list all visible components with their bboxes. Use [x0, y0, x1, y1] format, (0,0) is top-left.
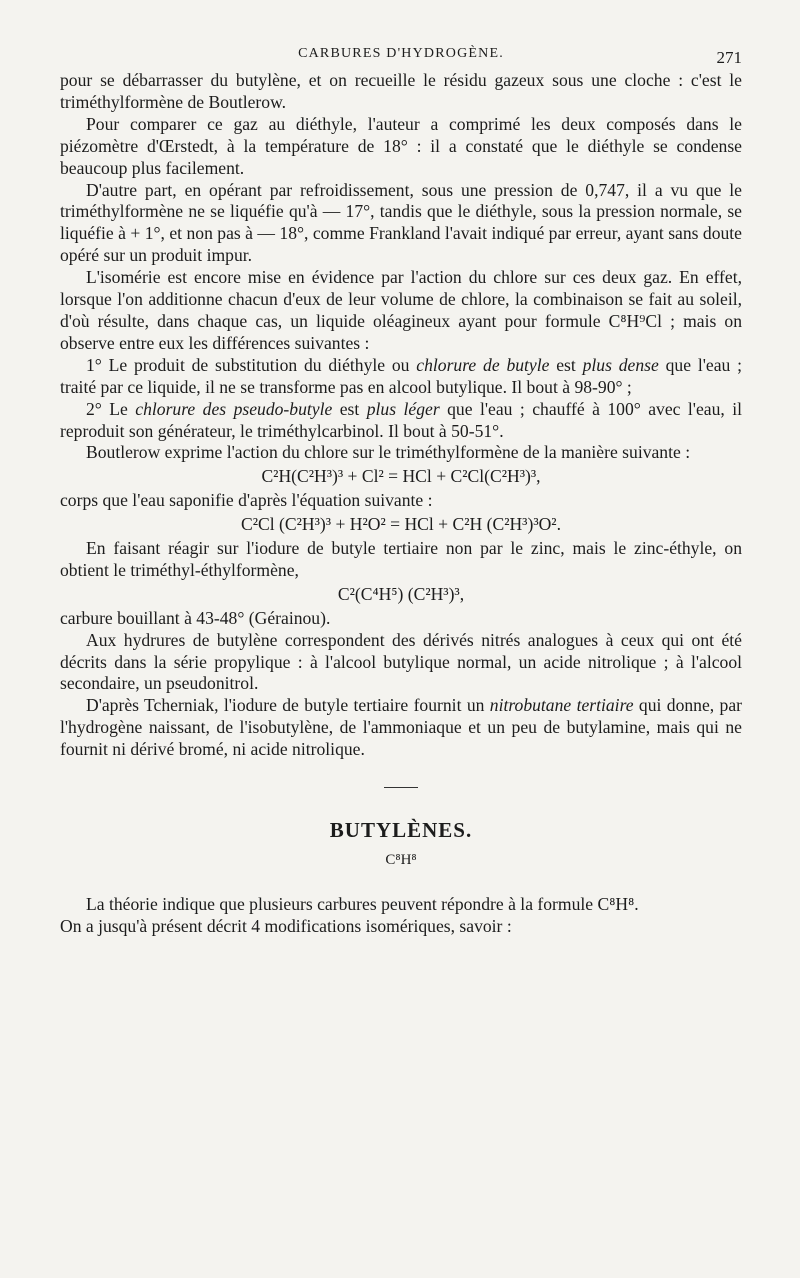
item-text: est — [549, 354, 583, 375]
paragraph: corps que l'eau saponifie d'après l'équation suivante : — [60, 490, 433, 511]
paragraph: La théorie indique que plusieurs carbures peuvent répondre à la formule C⁸H⁸. — [86, 893, 639, 914]
page-body — [60, 70, 742, 938]
paragraph: Pour comparer ce gaz au diéthyle, l'auteur a comprimé les deux composés dans le piézomètre d'Œrstedt, à la température de 18° : il a constaté que le diéthyle se condense beaucoup plus facilement. — [60, 113, 742, 178]
item-text: 2° Le — [86, 398, 136, 419]
paragraph: Boutlerow exprime l'action du chlore sur le triméthylformène de la manière suivante : — [86, 442, 691, 463]
formula: C²H(C²H³)³ + Cl² = HCl + C²Cl(C²H³)³, — [261, 466, 541, 487]
item-text: que l'eau ; chauffé à 100° avec l'eau, il reproduit son générateur, le triméthylcarbinol. Il bout à 50-51°. — [60, 398, 742, 441]
section-divider — [384, 787, 418, 788]
item-text: que l'eau ; traité par ce liquide, il ne se transforme pas en alcool butylique. Il bout à 98-90° ; — [60, 354, 743, 397]
paragraph: Aux hydrures de butylène correspondent des dérivés nitrés analogues à ceux qui ont été décrits dans la série propylique : à l'alcool butylique normal, un acide nitrolique ; à l'alcool secondaire, un pseudonitrol. — [60, 629, 742, 694]
paragraph-tcherniak — [60, 695, 742, 761]
item-emphasis: plus léger — [366, 398, 440, 419]
paragraph: En faisant réagir sur l'iodure de butyle tertiaire non par le zinc, mais le zinc-éthyle, on obtient le triméthyl-éthylformène, — [60, 538, 742, 580]
page-number: 271 — [716, 48, 742, 67]
item-emphasis: plus dense — [582, 354, 659, 375]
paragraph: L'isomérie est encore mise en évidence par l'action du chlore sur ces deux gaz. En effet, lorsque l'on additionne chacun d'eux de leur volume de chlore, la combinaison se fait au soleil, d'où résulte, dans chaque cas, un liquide oléagineux ayant pour formule C⁸H⁹Cl ; mais on observe entre eux les différences suivantes : — [60, 267, 742, 353]
section-formula: C⁸H⁸ — [385, 852, 417, 868]
formula: C²(C⁴H⁵) (C²H³)³, — [337, 583, 465, 604]
paragraph: pour se débarrasser du butylène, et on recueille le résidu gazeux sous une cloche : c'est le triméthylformène de Boutlerow. — [60, 70, 742, 112]
paragraph: D'autre part, en opérant par refroidissement, sous une pression de 0,747, il a vu que le triméthylformène ne se liquéfie qu'à — 17°, tandis que le diéthyle, sous la pression normale, se liquéfie à + 1°, et non pas à — 18°, comme Frankland l'avait indiqué par erreur, ayant sans doute opéré sur un produit impur. — [60, 179, 742, 266]
section-title: BUTYLÈNES. — [329, 818, 473, 843]
paragraph-text: qui donne, par l'hydrogène naissant, de l'isobutylène, de l'ammoniaque et un peu de butylamine, mais qui ne fournit ni dérivé bromé, ni acide nitrolique. — [60, 695, 742, 760]
page-header — [60, 42, 742, 72]
paragraph-emphasis: nitrobutane tertiaire — [489, 695, 634, 716]
item-emphasis: chlorure des pseudo-butyle — [135, 398, 333, 419]
paragraph: carbure bouillant à 43-48° (Gérainou). — [60, 607, 331, 628]
item-text: est — [332, 398, 367, 419]
paragraph: On a jusqu'à présent décrit 4 modifications isomériques, savoir : — [60, 915, 512, 936]
running-title: CARBURES D'HYDROGÈNE. — [298, 46, 504, 61]
item-text: 1° Le produit de substitution du diéthyle ou — [86, 354, 417, 375]
paragraph-text: D'après Tcherniak, l'iodure de butyle tertiaire fournit un — [86, 695, 490, 716]
list-item-1 — [60, 355, 742, 399]
item-emphasis: chlorure de butyle — [416, 354, 550, 375]
list-item-2 — [60, 399, 742, 443]
formula: C²Cl (C²H³)³ + H²O² = HCl + C²H (C²H³)³O². — [241, 514, 561, 535]
